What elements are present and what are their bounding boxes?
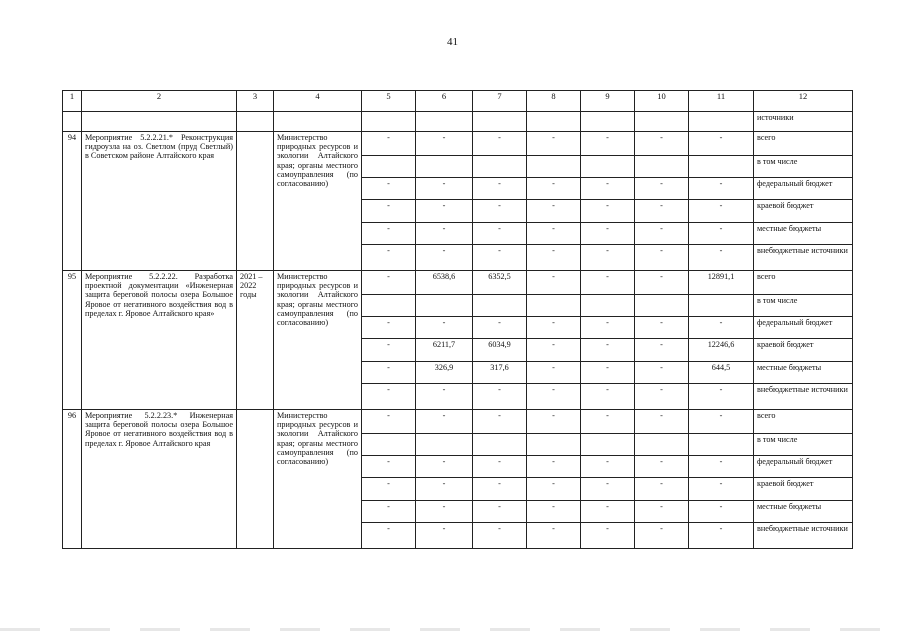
value-cell: -: [362, 200, 416, 223]
value-cell: -: [635, 384, 689, 410]
funding-source: всего: [754, 132, 853, 156]
value-cell: -: [527, 339, 581, 362]
value-cell: -: [689, 245, 754, 271]
value-cell: -: [527, 200, 581, 223]
value-cell: [581, 434, 635, 456]
value-cell: -: [527, 523, 581, 549]
value-cell: -: [416, 223, 473, 245]
value-cell: -: [527, 410, 581, 434]
table-row: [63, 271, 853, 295]
value-cell: -: [362, 362, 416, 384]
value-cell: -: [581, 410, 635, 434]
funding-source: краевой бюджет: [754, 200, 853, 223]
value-cell: -: [635, 223, 689, 245]
funding-source: всего: [754, 271, 853, 295]
value-cell: -: [581, 478, 635, 501]
value-cell: -: [527, 362, 581, 384]
value-cell: -: [635, 478, 689, 501]
funding-source: краевой бюджет: [754, 339, 853, 362]
value-cell: 6352,5: [473, 271, 527, 295]
value-cell: -: [689, 523, 754, 549]
value-cell: -: [689, 223, 754, 245]
value-cell: -: [635, 317, 689, 339]
value-cell: -: [362, 410, 416, 434]
value-cell: -: [473, 456, 527, 478]
value-cell: -: [362, 339, 416, 362]
value-cell: -: [473, 523, 527, 549]
implementation-years: [237, 132, 274, 271]
value-cell: -: [416, 384, 473, 410]
value-cell: -: [362, 501, 416, 523]
value-cell: [581, 156, 635, 178]
value-cell: -: [416, 245, 473, 271]
value-cell: [473, 434, 527, 456]
value-cell: -: [689, 501, 754, 523]
value-cell: -: [527, 501, 581, 523]
value-cell: -: [635, 456, 689, 478]
value-cell: 6034,9: [473, 339, 527, 362]
funding-source: всего: [754, 410, 853, 434]
implementation-years: [237, 410, 274, 549]
header-cell: 6: [416, 91, 473, 112]
value-cell: -: [689, 384, 754, 410]
value-cell: -: [362, 223, 416, 245]
value-cell: -: [416, 200, 473, 223]
value-cell: -: [362, 132, 416, 156]
value-cell: -: [416, 456, 473, 478]
value-cell: -: [581, 317, 635, 339]
funding-source: в том числе: [754, 295, 853, 317]
value-cell: -: [527, 271, 581, 295]
header-cell: 9: [581, 91, 635, 112]
value-cell: -: [473, 410, 527, 434]
value-cell: -: [581, 178, 635, 200]
value-cell: 644,5: [689, 362, 754, 384]
value-cell: -: [362, 456, 416, 478]
funding-source: федеральный бюджет: [754, 456, 853, 478]
table-row: [63, 132, 853, 156]
value-cell: -: [473, 501, 527, 523]
funding-source: внебюджетные источники: [754, 245, 853, 271]
value-cell: -: [581, 456, 635, 478]
executor: Министерство природных ресурсов и экологии Алтайского края; органы местного самоуправления (по согласованию): [274, 132, 362, 271]
value-cell: 326,9: [416, 362, 473, 384]
value-cell: 6211,7: [416, 339, 473, 362]
value-cell: -: [635, 178, 689, 200]
header-row: [63, 91, 853, 112]
value-cell: -: [581, 501, 635, 523]
value-cell: -: [689, 178, 754, 200]
event-name: Мероприятие 5.2.2.22. Разработка проектной документации «Инженерная защита береговой полосы озера Большое Яровое от негативного воздействия вод в пределах г. Яровое Алтайского края»: [82, 271, 237, 410]
header-cell: 10: [635, 91, 689, 112]
value-cell: -: [689, 317, 754, 339]
value-cell: [689, 434, 754, 456]
funding-source: в том числе: [754, 156, 853, 178]
funding-source: краевой бюджет: [754, 478, 853, 501]
value-cell: [362, 295, 416, 317]
value-cell: [416, 434, 473, 456]
value-cell: -: [416, 523, 473, 549]
value-cell: [635, 434, 689, 456]
header-cell: 5: [362, 91, 416, 112]
value-cell: [635, 156, 689, 178]
value-cell: -: [635, 271, 689, 295]
value-cell: -: [527, 384, 581, 410]
value-cell: -: [581, 223, 635, 245]
value-cell: -: [527, 317, 581, 339]
value-cell: [635, 295, 689, 317]
value-cell: -: [635, 132, 689, 156]
entry-number: 96: [63, 410, 82, 549]
value-cell: -: [581, 384, 635, 410]
value-cell: [689, 295, 754, 317]
value-cell: -: [416, 317, 473, 339]
value-cell: -: [635, 410, 689, 434]
page-number: 41: [447, 36, 458, 48]
value-cell: -: [527, 223, 581, 245]
value-cell: -: [473, 178, 527, 200]
entry-number: 95: [63, 271, 82, 410]
table-row: [63, 410, 853, 434]
value-cell: -: [635, 362, 689, 384]
value-cell: -: [581, 523, 635, 549]
source-label: источники: [754, 112, 853, 132]
value-cell: -: [473, 200, 527, 223]
event-name: Мероприятие 5.2.2.23.* Инженерная защита береговой полосы озера Большое Яровое от негативного воздействия вод в пределах г. Яровое Алтайского края: [82, 410, 237, 549]
entry-number: 94: [63, 132, 82, 271]
value-cell: [527, 434, 581, 456]
value-cell: [473, 295, 527, 317]
value-cell: [689, 156, 754, 178]
value-cell: -: [635, 339, 689, 362]
value-cell: 12891,1: [689, 271, 754, 295]
value-cell: -: [581, 339, 635, 362]
value-cell: -: [581, 271, 635, 295]
value-cell: [581, 295, 635, 317]
funding-source: федеральный бюджет: [754, 317, 853, 339]
value-cell: -: [416, 132, 473, 156]
value-cell: -: [362, 478, 416, 501]
value-cell: 12246,6: [689, 339, 754, 362]
header-cell: 7: [473, 91, 527, 112]
value-cell: [362, 434, 416, 456]
value-cell: -: [527, 132, 581, 156]
value-cell: -: [635, 245, 689, 271]
value-cell: -: [362, 317, 416, 339]
value-cell: [527, 156, 581, 178]
value-cell: [473, 156, 527, 178]
header-cell: 8: [527, 91, 581, 112]
value-cell: -: [473, 317, 527, 339]
value-cell: -: [362, 245, 416, 271]
value-cell: -: [527, 178, 581, 200]
implementation-years: 2021 – 2022 годы: [237, 271, 274, 410]
header-cell: 4: [274, 91, 362, 112]
value-cell: -: [362, 523, 416, 549]
value-cell: -: [581, 132, 635, 156]
value-cell: -: [689, 456, 754, 478]
value-cell: -: [416, 178, 473, 200]
value-cell: -: [362, 178, 416, 200]
funding-source: местные бюджеты: [754, 223, 853, 245]
value-cell: 317,6: [473, 362, 527, 384]
value-cell: -: [362, 384, 416, 410]
value-cell: -: [581, 245, 635, 271]
value-cell: -: [416, 410, 473, 434]
funding-source: внебюджетные источники: [754, 523, 853, 549]
value-cell: -: [527, 245, 581, 271]
funding-source: федеральный бюджет: [754, 178, 853, 200]
funding-source: в том числе: [754, 434, 853, 456]
value-cell: -: [473, 245, 527, 271]
value-cell: -: [416, 478, 473, 501]
value-cell: -: [689, 200, 754, 223]
value-cell: -: [473, 478, 527, 501]
value-cell: [527, 295, 581, 317]
value-cell: -: [581, 200, 635, 223]
value-cell: -: [362, 271, 416, 295]
scan-artifact: [0, 628, 905, 631]
header-cell: 11: [689, 91, 754, 112]
funding-source: местные бюджеты: [754, 362, 853, 384]
value-cell: -: [416, 501, 473, 523]
value-cell: [362, 156, 416, 178]
value-cell: -: [473, 223, 527, 245]
value-cell: -: [689, 132, 754, 156]
value-cell: -: [581, 362, 635, 384]
executor: Министерство природных ресурсов и экологии Алтайского края; органы местного самоуправления (по согласованию): [274, 271, 362, 410]
header-cell: 2: [82, 91, 237, 112]
header-cell: 12: [754, 91, 853, 112]
value-cell: -: [527, 456, 581, 478]
funding-source: внебюджетные источники: [754, 384, 853, 410]
header-cell: 3: [237, 91, 274, 112]
funding-source: местные бюджеты: [754, 501, 853, 523]
value-cell: -: [473, 384, 527, 410]
executor: Министерство природных ресурсов и экологии Алтайского края; органы местного самоуправления (по согласованию): [274, 410, 362, 549]
header-cell: 1: [63, 91, 82, 112]
program-table: [62, 90, 853, 549]
value-cell: -: [635, 200, 689, 223]
value-cell: -: [527, 478, 581, 501]
value-cell: [416, 156, 473, 178]
value-cell: 6538,6: [416, 271, 473, 295]
value-cell: -: [689, 478, 754, 501]
value-cell: -: [635, 501, 689, 523]
continuation-row: [63, 112, 853, 132]
value-cell: -: [473, 132, 527, 156]
event-name: Мероприятие 5.2.2.21.* Реконструкция гидроузла на оз. Светлом (пруд Светлый) в Советском районе Алтайского края: [82, 132, 237, 271]
value-cell: -: [689, 410, 754, 434]
value-cell: -: [635, 523, 689, 549]
value-cell: [416, 295, 473, 317]
